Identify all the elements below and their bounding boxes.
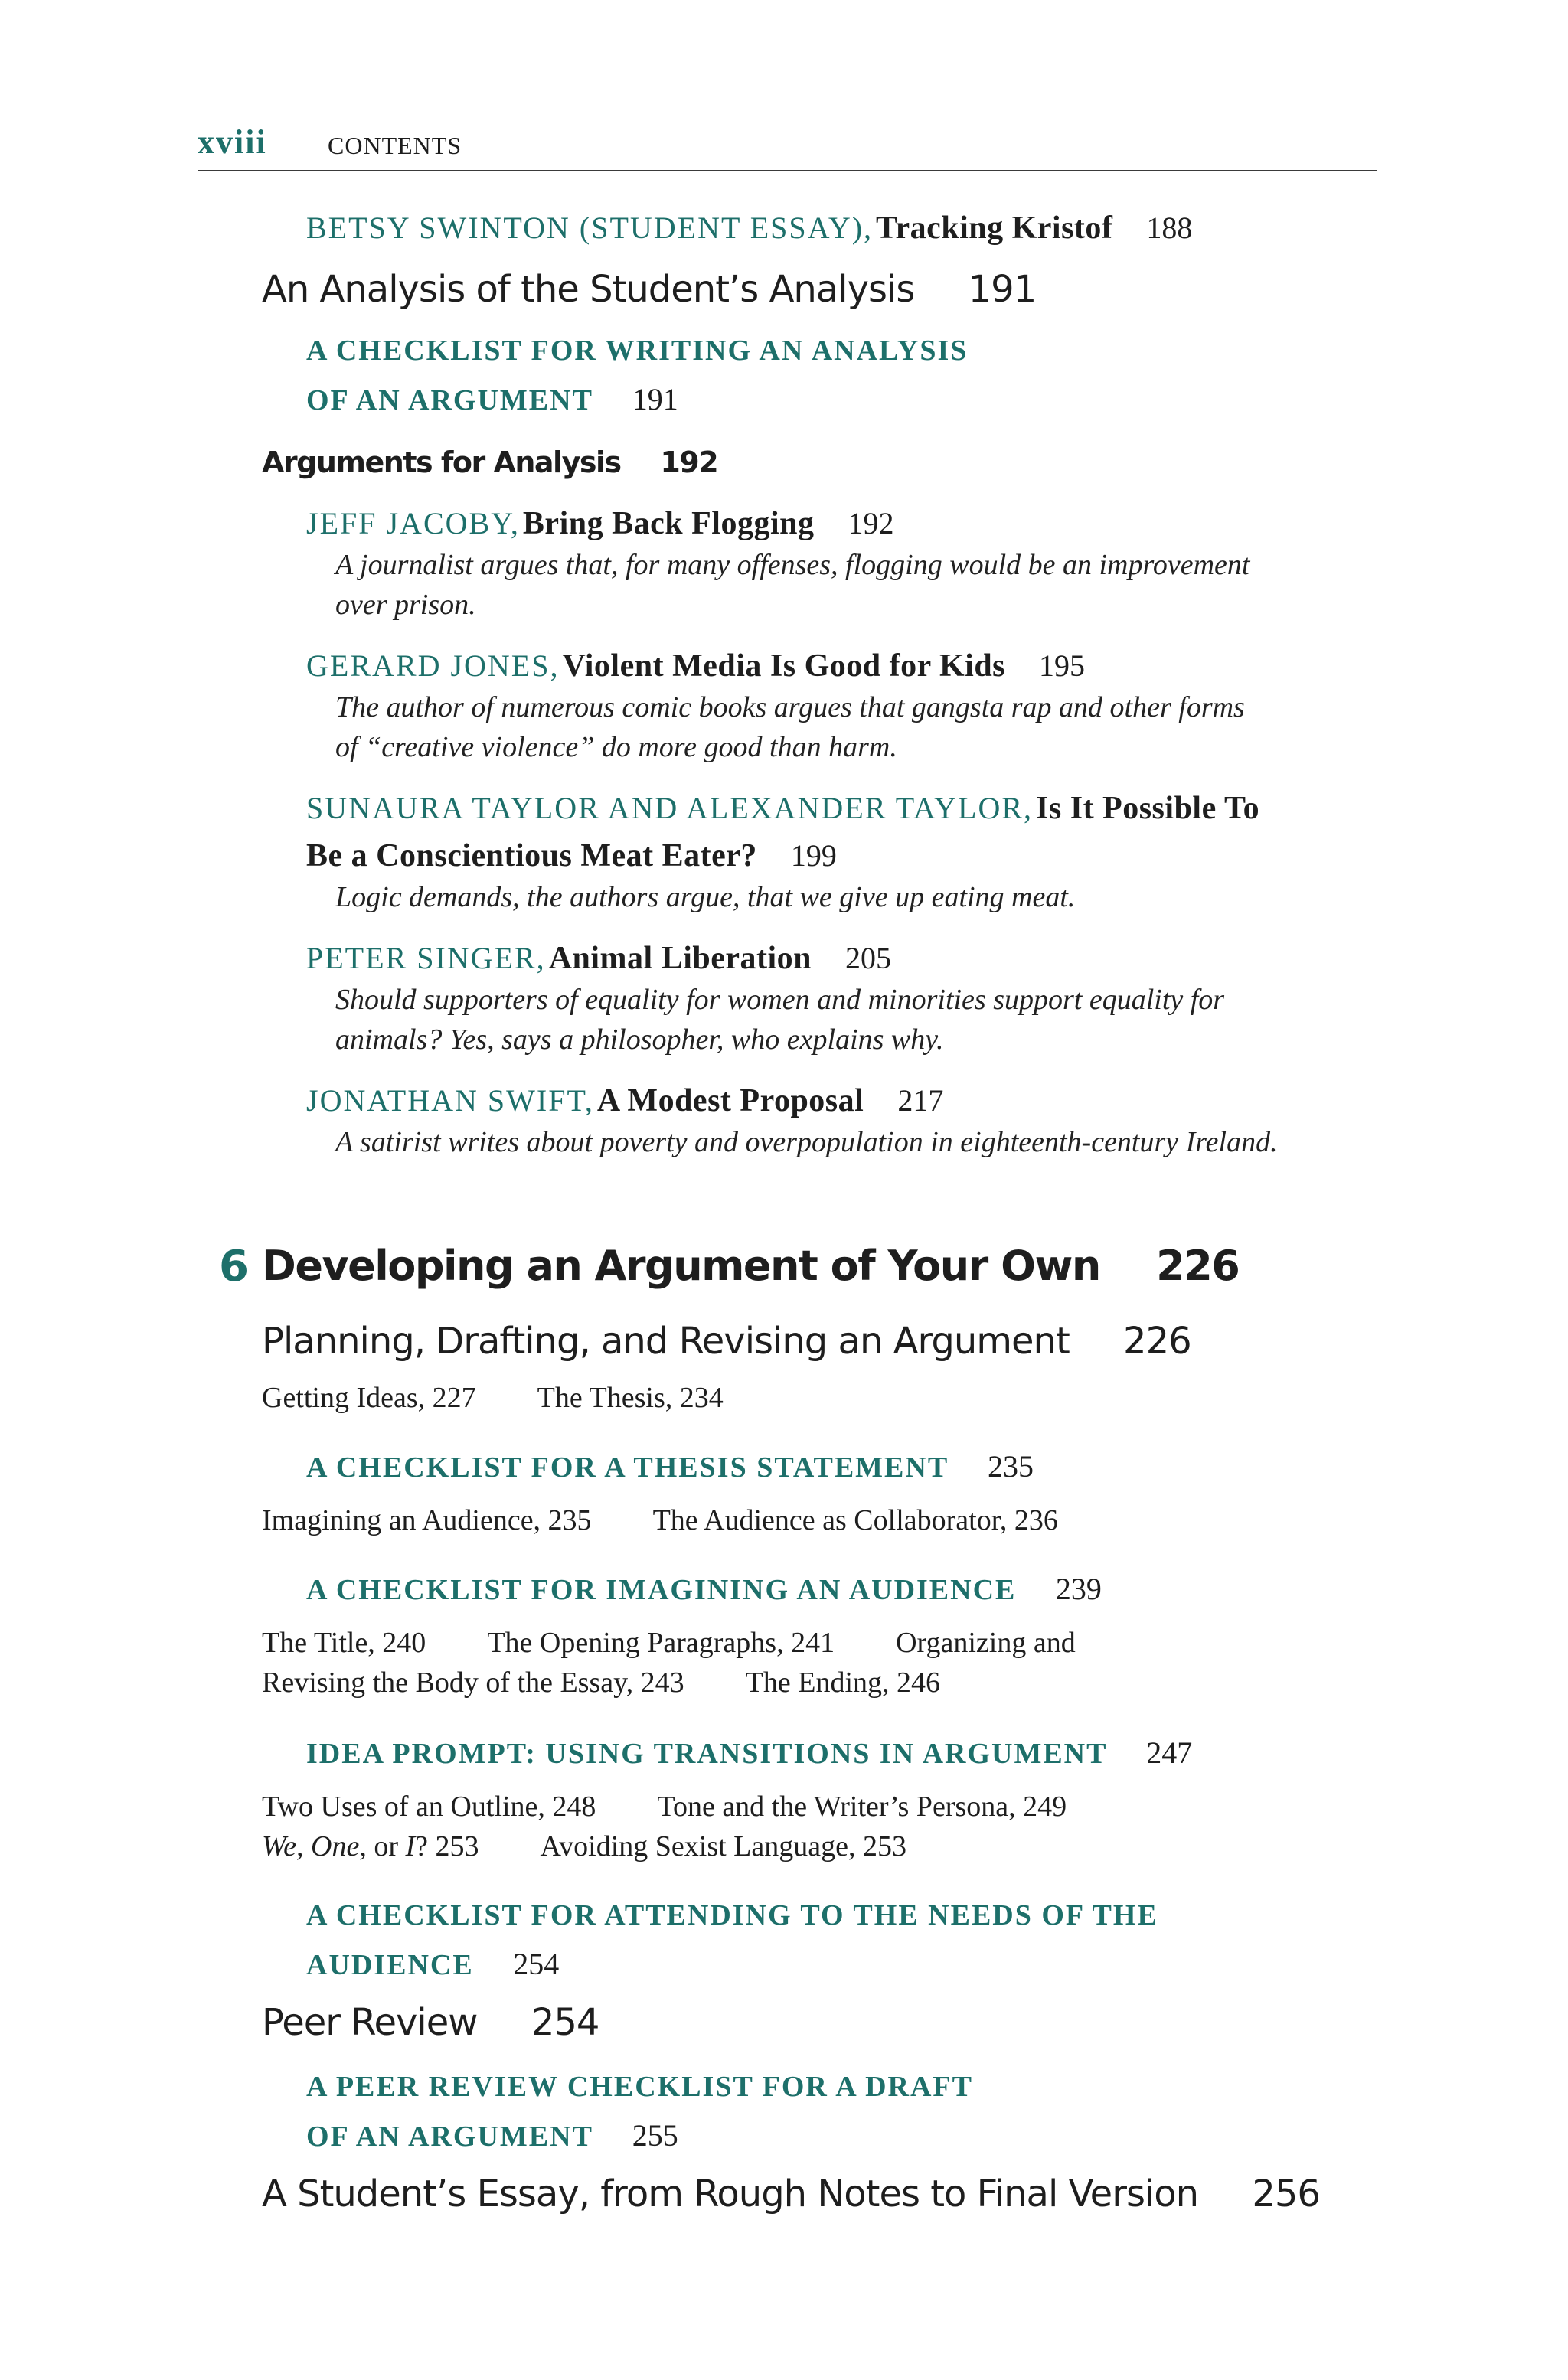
toc-entry-jones[interactable] xyxy=(306,648,1085,684)
page-ref: 226 xyxy=(1123,1320,1191,1363)
chapter-number: 6 xyxy=(219,1242,249,1291)
subsection-sexist[interactable]: Avoiding Sexist Language, 253 xyxy=(540,1830,906,1863)
page-ref: 239 xyxy=(1055,1572,1102,1606)
i-italic: I xyxy=(405,1830,416,1863)
page-ref: 217 xyxy=(897,1083,944,1118)
prompt-title: IDEA PROMPT: USING TRANSITIONS IN ARGUMENT xyxy=(306,1738,1107,1770)
checklist-needs-line1[interactable]: A CHECKLIST FOR ATTENDING TO THE NEEDS OF THE xyxy=(306,1899,1158,1931)
selection-title: Animal Liberation xyxy=(548,941,812,976)
subsection-line xyxy=(262,1790,1067,1823)
page-ref: ? 253 xyxy=(415,1830,479,1863)
entry-description: animals? Yes, says a philosopher, who explains why. xyxy=(335,1023,944,1056)
entry-description: over prison. xyxy=(335,589,476,621)
selection-title: Bring Back Flogging xyxy=(522,506,815,541)
page-ref: 226 xyxy=(1156,1242,1240,1290)
or-word: or xyxy=(366,1830,406,1863)
checklist-title: OF AN ARGUMENT xyxy=(306,384,593,416)
toc-chapter-6[interactable] xyxy=(262,1242,1239,1290)
toc-entry-taylor-cont[interactable] xyxy=(306,837,837,874)
author-name: BETSY SWINTON (STUDENT ESSAY), xyxy=(306,211,874,245)
section-title: A Student’s Essay, from Rough Notes to Final Version xyxy=(262,2173,1199,2215)
subsection-collaborator[interactable]: The Audience as Collaborator, 236 xyxy=(652,1504,1058,1536)
checklist-thesis[interactable] xyxy=(306,1448,1034,1484)
section-title: Peer Review xyxy=(262,2001,478,2044)
subsection-line xyxy=(262,1503,1058,1537)
subsection-title[interactable]: The Title, 240 xyxy=(262,1627,426,1659)
author-name: JONATHAN SWIFT, xyxy=(306,1083,594,1118)
we-one-italic: We, One, xyxy=(262,1830,367,1863)
subsection-organizing[interactable]: Organizing and xyxy=(896,1627,1076,1659)
subsection-revising[interactable]: Revising the Body of the Essay, 243 xyxy=(262,1667,684,1699)
checklist-analysis-line2[interactable] xyxy=(306,381,678,417)
checklist-needs-line2[interactable] xyxy=(306,1946,559,1982)
page-ref: 191 xyxy=(632,382,678,416)
toc-entry-swinton[interactable] xyxy=(306,210,1192,246)
entry-description: The author of numerous comic books argues that gangsta rap and other forms xyxy=(335,691,1245,723)
subsection-outline[interactable]: Two Uses of an Outline, 248 xyxy=(262,1791,596,1823)
author-name: SUNAURA TAYLOR AND ALEXANDER TAYLOR, xyxy=(306,791,1034,825)
page-number: xviii xyxy=(198,123,267,161)
running-head: CONTENTS xyxy=(328,132,462,159)
checklist-title: OF AN ARGUMENT xyxy=(306,2120,593,2153)
page-ref: 254 xyxy=(531,2001,599,2044)
subsection-line xyxy=(262,1626,1076,1660)
subsection-getting-ideas[interactable]: Getting Ideas, 227 xyxy=(262,1382,476,1414)
checklist-title: A CHECKLIST FOR IMAGINING AN AUDIENCE xyxy=(306,1574,1017,1606)
entry-description: A satirist writes about poverty and overpopulation in eighteenth-century Ireland. xyxy=(335,1126,1278,1158)
selection-title: Be a Conscientious Meat Eater? xyxy=(306,838,757,873)
page-ref: 255 xyxy=(632,2118,678,2153)
chapter-title: Developing an Argument of Your Own xyxy=(262,1242,1100,1290)
subsection-opening[interactable]: The Opening Paragraphs, 241 xyxy=(487,1627,835,1659)
page-ref: 192 xyxy=(660,446,718,479)
selection-title: A Modest Proposal xyxy=(596,1083,864,1118)
page-ref: 188 xyxy=(1146,211,1193,245)
checklist-peer-line2[interactable] xyxy=(306,2117,678,2153)
subsection-thesis[interactable]: The Thesis, 234 xyxy=(537,1382,724,1414)
selection-title: Tracking Kristof xyxy=(876,211,1113,246)
subsection-line xyxy=(262,1666,940,1699)
checklist-analysis-line1[interactable]: A CHECKLIST FOR WRITING AN ANALYSIS xyxy=(306,335,969,367)
toc-section-arguments[interactable] xyxy=(262,446,717,479)
page-ref: 254 xyxy=(513,1947,560,1981)
page-ref: 256 xyxy=(1252,2173,1320,2215)
section-title: Planning, Drafting, and Revising an Argument xyxy=(262,1320,1070,1363)
toc-entry-singer[interactable] xyxy=(306,940,891,977)
entry-description: A journalist argues that, for many offenses, flogging would be an improvement xyxy=(335,549,1250,581)
page-ref: 247 xyxy=(1146,1735,1193,1770)
toc-section-peer-review[interactable] xyxy=(262,2001,599,2044)
entry-description: of “creative violence” do more good than harm. xyxy=(335,731,897,763)
idea-prompt-transitions[interactable] xyxy=(306,1735,1192,1771)
toc-section-analysis[interactable] xyxy=(262,268,1036,311)
page-ref: 195 xyxy=(1039,648,1086,683)
page-ref: 192 xyxy=(848,506,894,540)
toc-section-planning[interactable] xyxy=(262,1320,1191,1363)
entry-description: Should supporters of equality for women and minorities support equality for xyxy=(335,984,1225,1016)
entry-description: Logic demands, the authors argue, that we give up eating meat. xyxy=(335,881,1076,913)
selection-title: Violent Media Is Good for Kids xyxy=(562,648,1006,684)
toc-entry-jacoby[interactable] xyxy=(306,505,893,542)
subsection-ending[interactable]: The Ending, 246 xyxy=(745,1667,941,1699)
selection-title: Is It Possible To xyxy=(1036,791,1260,826)
page-ref: 191 xyxy=(968,268,1037,311)
author-name: GERARD JONES, xyxy=(306,648,560,683)
subsection-line xyxy=(262,1830,906,1863)
section-title: An Analysis of the Student’s Analysis xyxy=(262,268,915,311)
author-name: PETER SINGER, xyxy=(306,941,546,975)
section-title: Arguments for Analysis xyxy=(262,446,621,479)
header-rule xyxy=(198,170,1377,171)
toc-entry-taylor[interactable] xyxy=(306,790,1259,827)
toc-entry-swift[interactable] xyxy=(306,1082,943,1119)
toc-section-student-essay[interactable] xyxy=(262,2173,1320,2215)
checklist-title: AUDIENCE xyxy=(306,1949,474,1981)
subsection-imagining[interactable]: Imagining an Audience, 235 xyxy=(262,1504,592,1536)
page-ref: 235 xyxy=(987,1449,1034,1484)
subsection-we-one-i[interactable] xyxy=(262,1830,479,1863)
page-ref: 199 xyxy=(790,838,837,873)
author-name: JEFF JACOBY, xyxy=(306,506,520,540)
subsection-line xyxy=(262,1381,724,1415)
page-ref: 205 xyxy=(845,941,892,975)
checklist-audience[interactable] xyxy=(306,1571,1102,1607)
checklist-title: A CHECKLIST FOR A THESIS STATEMENT xyxy=(306,1451,949,1484)
checklist-peer-line1[interactable]: A PEER REVIEW CHECKLIST FOR A DRAFT xyxy=(306,2071,973,2103)
subsection-tone[interactable]: Tone and the Writer’s Persona, 249 xyxy=(657,1791,1067,1823)
